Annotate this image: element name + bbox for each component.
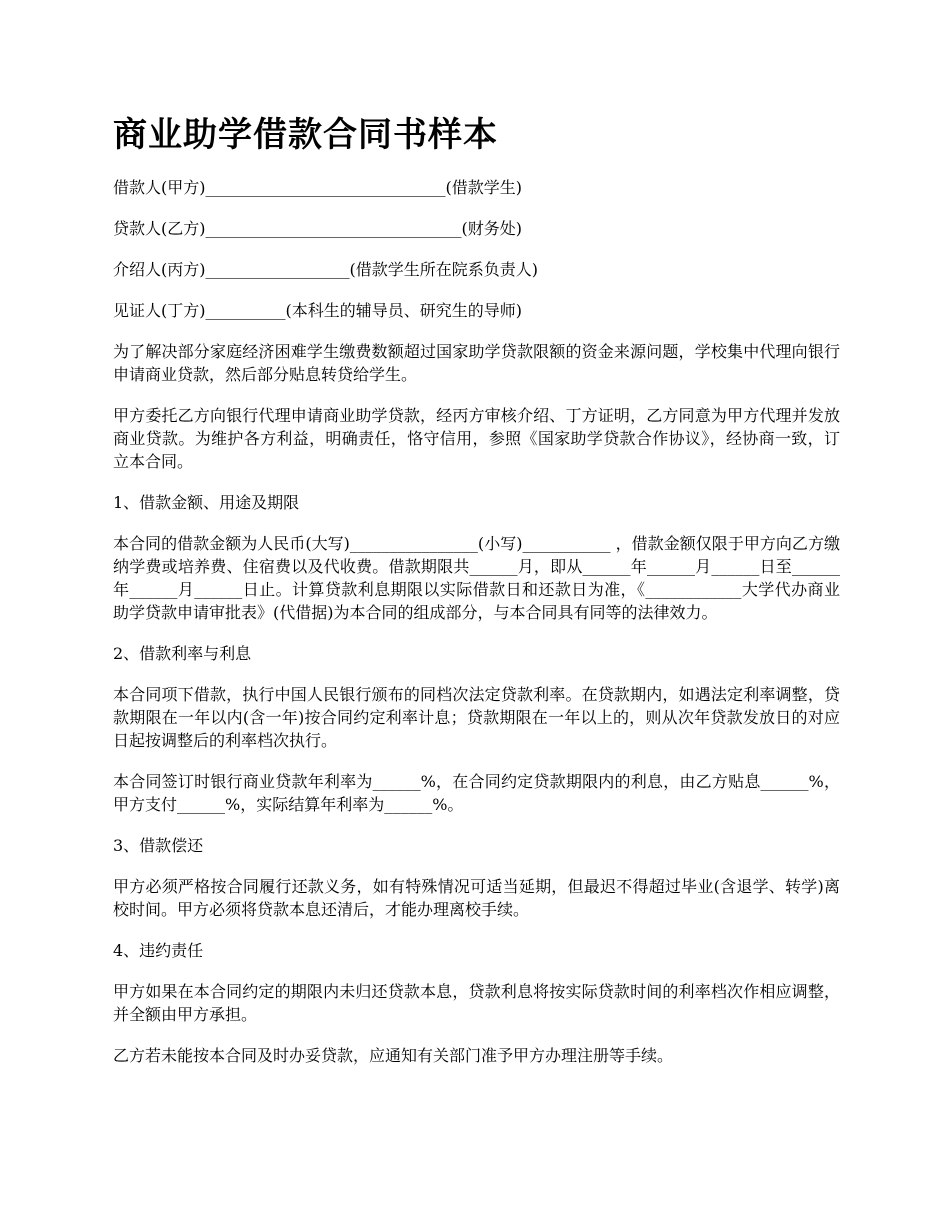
entrust-paragraph: 甲方委托乙方向银行代理申请商业助学贷款，经丙方审核介绍、丁方证明，乙方同意为甲方代理并发放商业贷款。为维护各方利益，明确责任，恪守信用，参照《国家助学贷款合作协议》，经协商一致，订立本合同。 [113,406,840,471]
section-heading-liability: 4、违约责任 [113,941,204,960]
party-blank: __________ [205,301,286,320]
section-interest-text-2: 本合同签订时银行商业贷款年利率为______%，在合同约定贷款期限内的利息，由乙方贴息______%，甲方支付______%，实际结算年利率为______%。 [113,772,840,814]
section-heading-repayment: 3、借款偿还 [113,836,204,855]
party-label: 借款人(甲方) [113,178,206,197]
party-role: (借款学生) [445,178,522,197]
document-page [113,108,840,1085]
section-amount-text: 本合同的借款金额为人民币(大写)________________(小写)___________ ，借款金额仅限于甲方向乙方缴纳学费或培养费、住宿费以及代收费。借款期限共______月，即从______年______月______日至______年______月______日止。计算贷款利息期限以实际借款日和还款日为准，《____________大学代办商业助学贷款申请审批表》(代借据)为本合同的组成部分，与本合同具有同等的法律效力。 [113,534,840,622]
section-liability-text-2: 乙方若未能按本合同及时办妥贷款，应通知有关部门准予甲方办理注册等手续。 [113,1046,674,1065]
party-role: (借款学生所在院系负责人) [349,260,538,279]
section-liability-text-1: 甲方如果在本合同约定的期限内未归还贷款本息，贷款利息将按实际贷款时间的利率档次作相应调整，并全额由甲方承担。 [113,982,840,1024]
section-repayment-text: 甲方必须严格按合同履行还款义务，如有特殊情况可适当延期，但最迟不得超过毕业(含退学、转学)离校时间。甲方必须将贷款本息还清后，才能办理离校手续。 [113,877,840,919]
section-interest-text-1: 本合同项下借款，执行中国人民银行颁布的同档次法定贷款利率。在贷款期内，如遇法定利率调整，贷款期限在一年以内(含一年)按合同约定利率计息；贷款期限在一年以上的，则从次年贷款发放日的对应日起按调整后的利率档次执行。 [113,685,840,750]
party-role: (财务处) [461,219,522,238]
party-label: 贷款人(乙方) [113,219,206,238]
section-heading-amount: 1、借款金额、用途及期限 [113,493,300,512]
party-lender [113,217,840,240]
party-witness [113,299,840,322]
party-blank: __________________ [205,260,350,279]
document-title: 商业助学借款合同书样本 [113,115,498,155]
party-role: (本科生的辅导员、研究生的导师) [285,301,522,320]
section-heading-interest: 2、借款利率与利息 [113,644,252,663]
party-label: 见证人(丁方) [113,301,206,320]
party-label: 介绍人(丙方) [113,260,206,279]
party-blank: ______________________________ [205,178,446,197]
party-blank: ________________________________ [205,219,462,238]
intro-paragraph: 为了解决部分家庭经济困难学生缴费数额超过国家助学贷款限额的资金来源问题，学校集中代理向银行申请商业贷款，然后部分贴息转贷给学生。 [113,342,840,384]
party-borrower [113,176,840,199]
party-introducer [113,258,840,281]
